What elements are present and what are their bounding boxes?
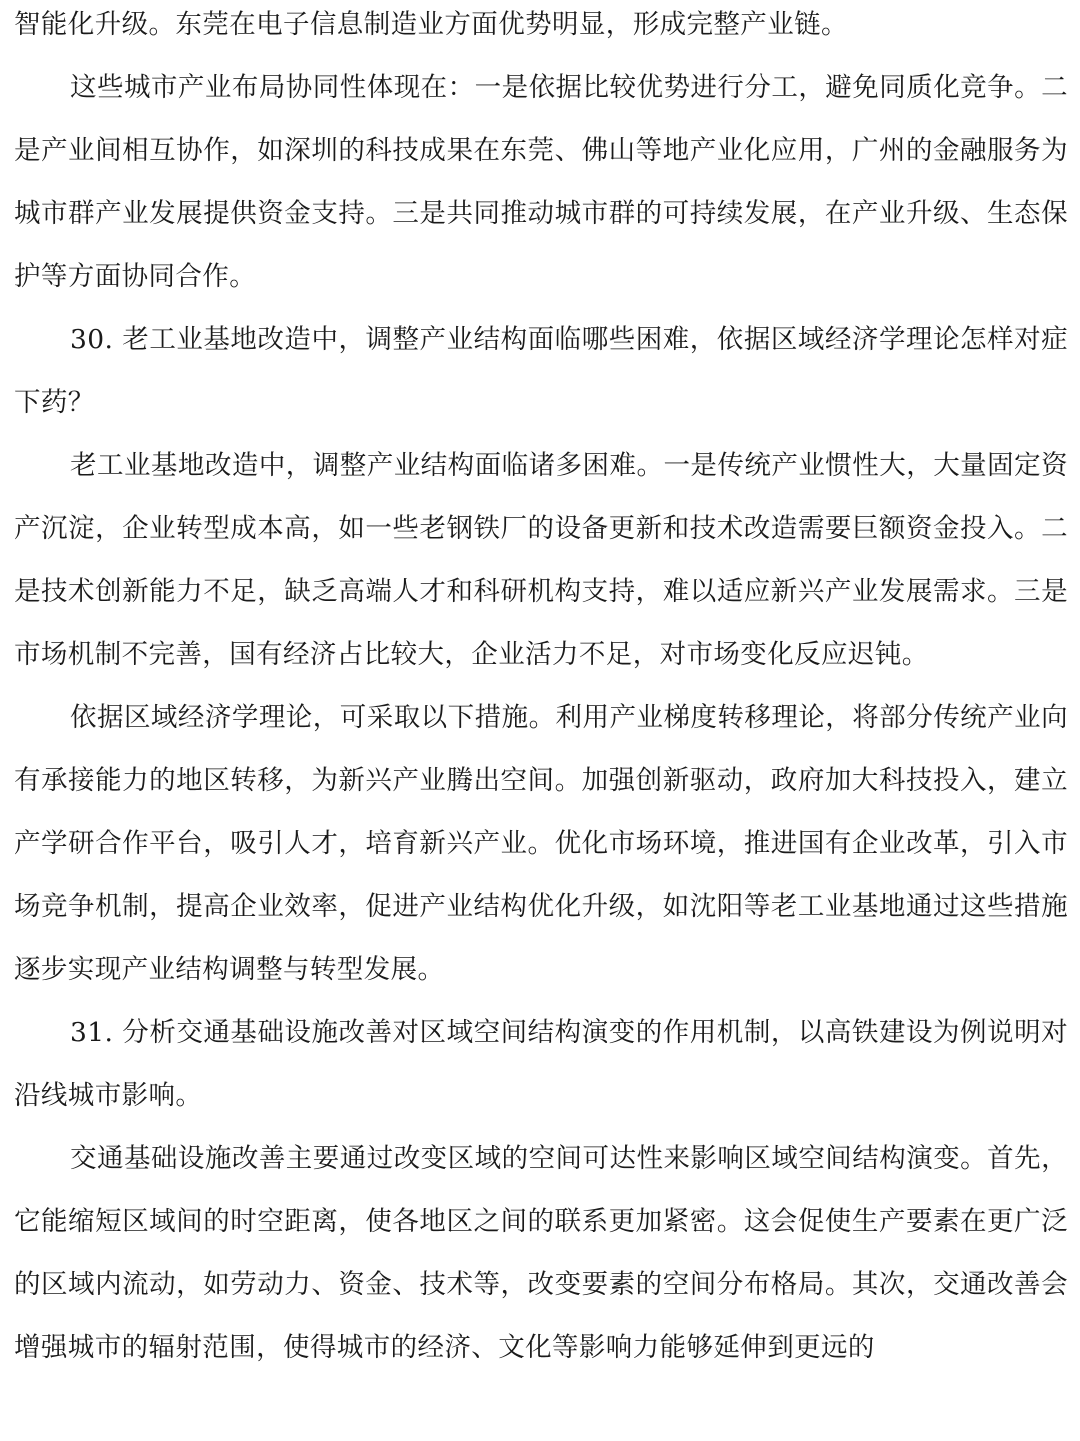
paragraph-1: 智能化升级。东莞在电子信息制造业方面优势明显，形成完整产业链。	[14, 9, 848, 40]
question-30: 30. 老工业基地改造中，调整产业结构面临哪些困难，依据区域经济学理论怎样对症下药？	[14, 324, 1068, 418]
question-31: 31. 分析交通基础设施改善对区域空间结构演变的作用机制，以高铁建设为例说明对沿线城市影响。	[14, 1017, 1068, 1111]
answer-31: 交通基础设施改善主要通过改变区域的空间可达性来影响区域空间结构演变。首先，它能缩短区域间的时空距离，使各地区之间的联系更加紧密。这会促使生产要素在更广泛的区域内流动，如劳动力、资金、技术等，改变要素的空间分布格局。其次，交通改善会增强城市的辐射范围，使得城市的经济、文化等影响力能够延伸到更远的	[14, 1143, 1068, 1363]
answer-30-difficulties: 老工业基地改造中，调整产业结构面临诸多困难。一是传统产业惯性大，大量固定资产沉淀，企业转型成本高，如一些老钢铁厂的设备更新和技术改造需要巨额资金投入。二是技术创新能力不足，缺乏高端人才和科研机构支持，难以适应新兴产业发展需求。三是市场机制不完善，国有经济占比较大，企业活力不足，对市场变化反应迟钝。	[14, 450, 1068, 670]
answer-30-measures: 依据区域经济学理论，可采取以下措施。利用产业梯度转移理论，将部分传统产业向有承接能力的地区转移，为新兴产业腾出空间。加强创新驱动，政府加大科技投入，建立产学研合作平台，吸引人才，培育新兴产业。优化市场环境，推进国有企业改革，引入市场竞争机制，提高企业效率，促进产业结构优化升级，如沈阳等老工业基地通过这些措施逐步实现产业结构调整与转型发展。	[14, 702, 1068, 985]
paragraph-2: 这些城市产业布局协同性体现在：一是依据比较优势进行分工，避免同质化竞争。二是产业间相互协作，如深圳的科技成果在东莞、佛山等地产业化应用，广州的金融服务为城市群产业发展提供资金支持。三是共同推动城市群的可持续发展，在产业升级、生态保护等方面协同合作。	[14, 72, 1068, 292]
